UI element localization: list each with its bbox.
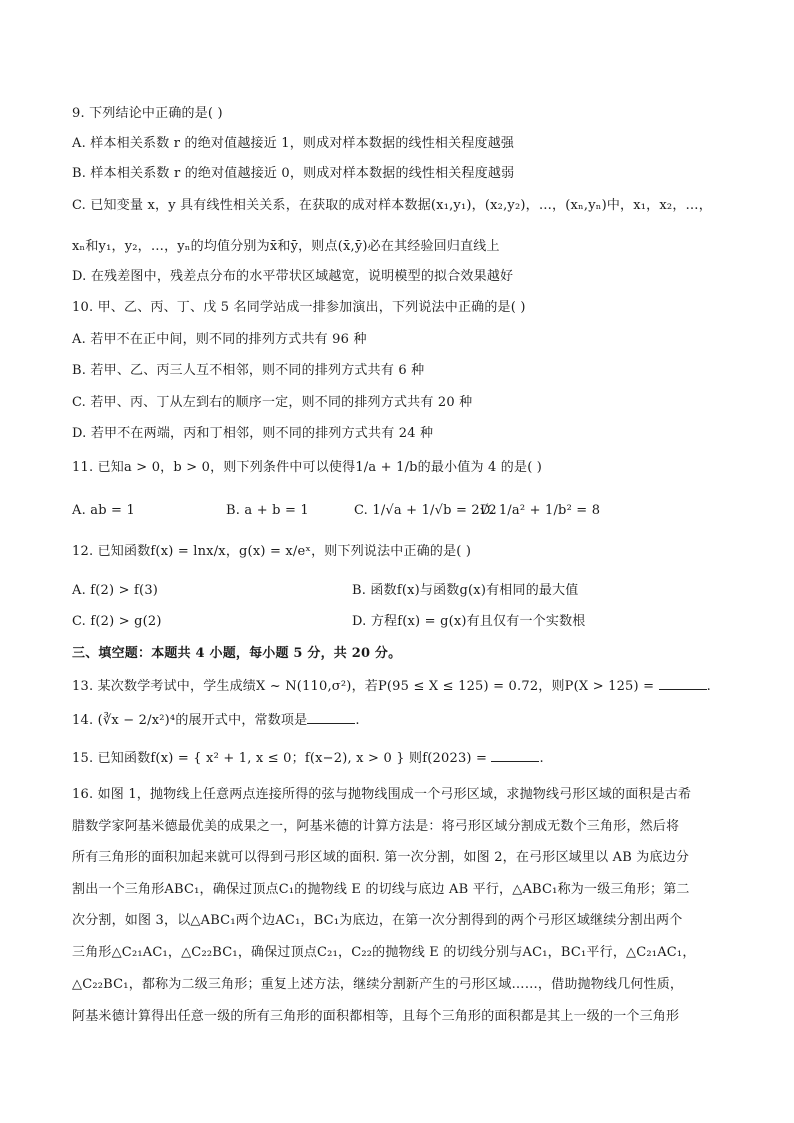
q12-stem: 12. 已知函数f(x) = lnx/x，g(x) = x/eˣ，则下列说法中正确的是( ) xyxy=(72,544,472,559)
q16-line-2: 腊数学家阿基米德最优美的成果之一，阿基米德的计算方法是：将弓形区域分割成无数个三角形，然后将 xyxy=(72,819,680,834)
q12-option-d: D. 方程f(x) = g(x)有且仅有一个实数根 xyxy=(352,614,586,629)
q12-option-b: B. 函数f(x)与函数g(x)有相同的最大值 xyxy=(352,583,579,598)
section-3-heading: 三、填空题：本题共 4 小题，每小题 5 分，共 20 分。 xyxy=(72,646,402,661)
q9-option-b: B. 样本相关系数 r 的绝对值越接近 0，则成对样本数据的线性相关程度越弱 xyxy=(72,166,515,181)
q12-option-a: A. f(2) > f(3) xyxy=(72,583,159,598)
q16-line-4: 割出一个三角形ABC₁，确保过顶点C₁的抛物线 E 的切线与底边 AB 平行，△ABC₁称为一级三角形；第二 xyxy=(72,882,690,897)
q9-option-a: A. 样本相关系数 r 的绝对值越接近 1，则成对样本数据的线性相关程度越强 xyxy=(72,136,515,151)
q16-line-6: 三角形△C₂₁AC₁，△C₂₂BC₁，确保过顶点C₂₁，C₂₂的抛物线 E 的切线分别与AC₁，BC₁平行，△C₂₁AC₁， xyxy=(72,945,696,960)
q14-answer-blank xyxy=(307,710,355,724)
q9-option-c-line1: C. 已知变量 x，y 具有线性相关关系，在获取的成对样本数据(x₁,y₁)，(x₂,y₂)，…，(xₙ,yₙ)中，x₁，x₂，…， xyxy=(72,198,712,213)
q15: 15. 已知函数f(x) = { x² + 1, x ≤ 0；f(x−2), x > 0 } 则f(2023) = . xyxy=(72,748,544,768)
q11-option-d: D. 1/a² + 1/b² = 8 xyxy=(480,503,601,518)
q10-stem: 10. 甲、乙、丙、丁、戊 5 名同学站成一排参加演出，下列说法中正确的是( ) xyxy=(72,300,526,315)
q11-stem: 11. 已知a > 0，b > 0，则下列条件中可以使得1/a + 1/b的最小值为 4 的是( ) xyxy=(72,460,543,475)
q9-option-d: D. 在残差图中，残差点分布的水平带状区域越宽，说明模型的拟合效果越好 xyxy=(72,269,514,284)
q16-line-5: 次分割，如图 3，以△ABC₁两个边AC₁，BC₁为底边，在第一次分割得到的两个弓形区域继续分割出两个 xyxy=(72,913,683,928)
q11-option-c: C. 1/√a + 1/√b = 2√2 xyxy=(354,503,497,518)
q16-line-3: 所有三角形的面积加起来就可以得到弓形区域的面积. 第一次分割，如图 2，在弓形区域里以 AB 为底边分 xyxy=(72,850,690,865)
q11-option-a: A. ab = 1 xyxy=(72,503,135,518)
q13-text: 13. 某次数学考试中，学生成绩X ~ N(110,σ²)，若P(95 ≤ X ≤ 125) = 0.72，则P(X > 125) = xyxy=(72,679,659,694)
q11-option-b: B. a + b = 1 xyxy=(226,503,309,518)
q10-option-b: B. 若甲、乙、丙三人互不相邻，则不同的排列方式共有 6 种 xyxy=(72,363,425,378)
q13: 13. 某次数学考试中，学生成绩X ~ N(110,σ²)，若P(95 ≤ X ≤ 125) = 0.72，则P(X > 125) = . xyxy=(72,676,711,696)
q15-answer-blank xyxy=(491,748,539,762)
q9-option-c-line2: xₙ和y₁，y₂，…，yₙ的均值分别为x̄和ȳ，则点(x̄,ȳ)必在其经验回归直线上 xyxy=(72,239,500,254)
q9-stem: 9. 下列结论中正确的是( ) xyxy=(72,106,223,121)
q15-text: 15. 已知函数f(x) = { x² + 1, x ≤ 0；f(x−2), x > 0 } 则f(2023) = xyxy=(72,751,492,766)
q16-line-7: △C₂₂BC₁，都称为二级三角形；重复上述方法，继续分割新产生的弓形区域……，借助抛物线几何性质， xyxy=(72,977,684,992)
q16-line-8: 阿基米德计算得出任意一级的所有三角形的面积都相等，且每个三角形的面积都是其上一级的一个三角形 xyxy=(72,1009,680,1024)
q14: 14. (∛x − 2/x²)⁴的展开式中，常数项是 . xyxy=(72,710,360,730)
q10-option-d: D. 若甲不在两端，丙和丁相邻，则不同的排列方式共有 24 种 xyxy=(72,426,434,441)
q14-text: 14. (∛x − 2/x²)⁴的展开式中，常数项是 xyxy=(72,713,308,728)
q10-option-a: A. 若甲不在正中间，则不同的排列方式共有 96 种 xyxy=(72,332,367,347)
q10-option-c: C. 若甲、丙、丁从左到右的顺序一定，则不同的排列方式共有 20 种 xyxy=(72,395,473,410)
q16-line-1: 16. 如图 1，抛物线上任意两点连接所得的弦与抛物线围成一个弓形区域，求抛物线弓形区域的面积是古希 xyxy=(72,787,692,802)
q13-answer-blank xyxy=(659,676,707,690)
q12-option-c: C. f(2) > g(2) xyxy=(72,614,162,629)
